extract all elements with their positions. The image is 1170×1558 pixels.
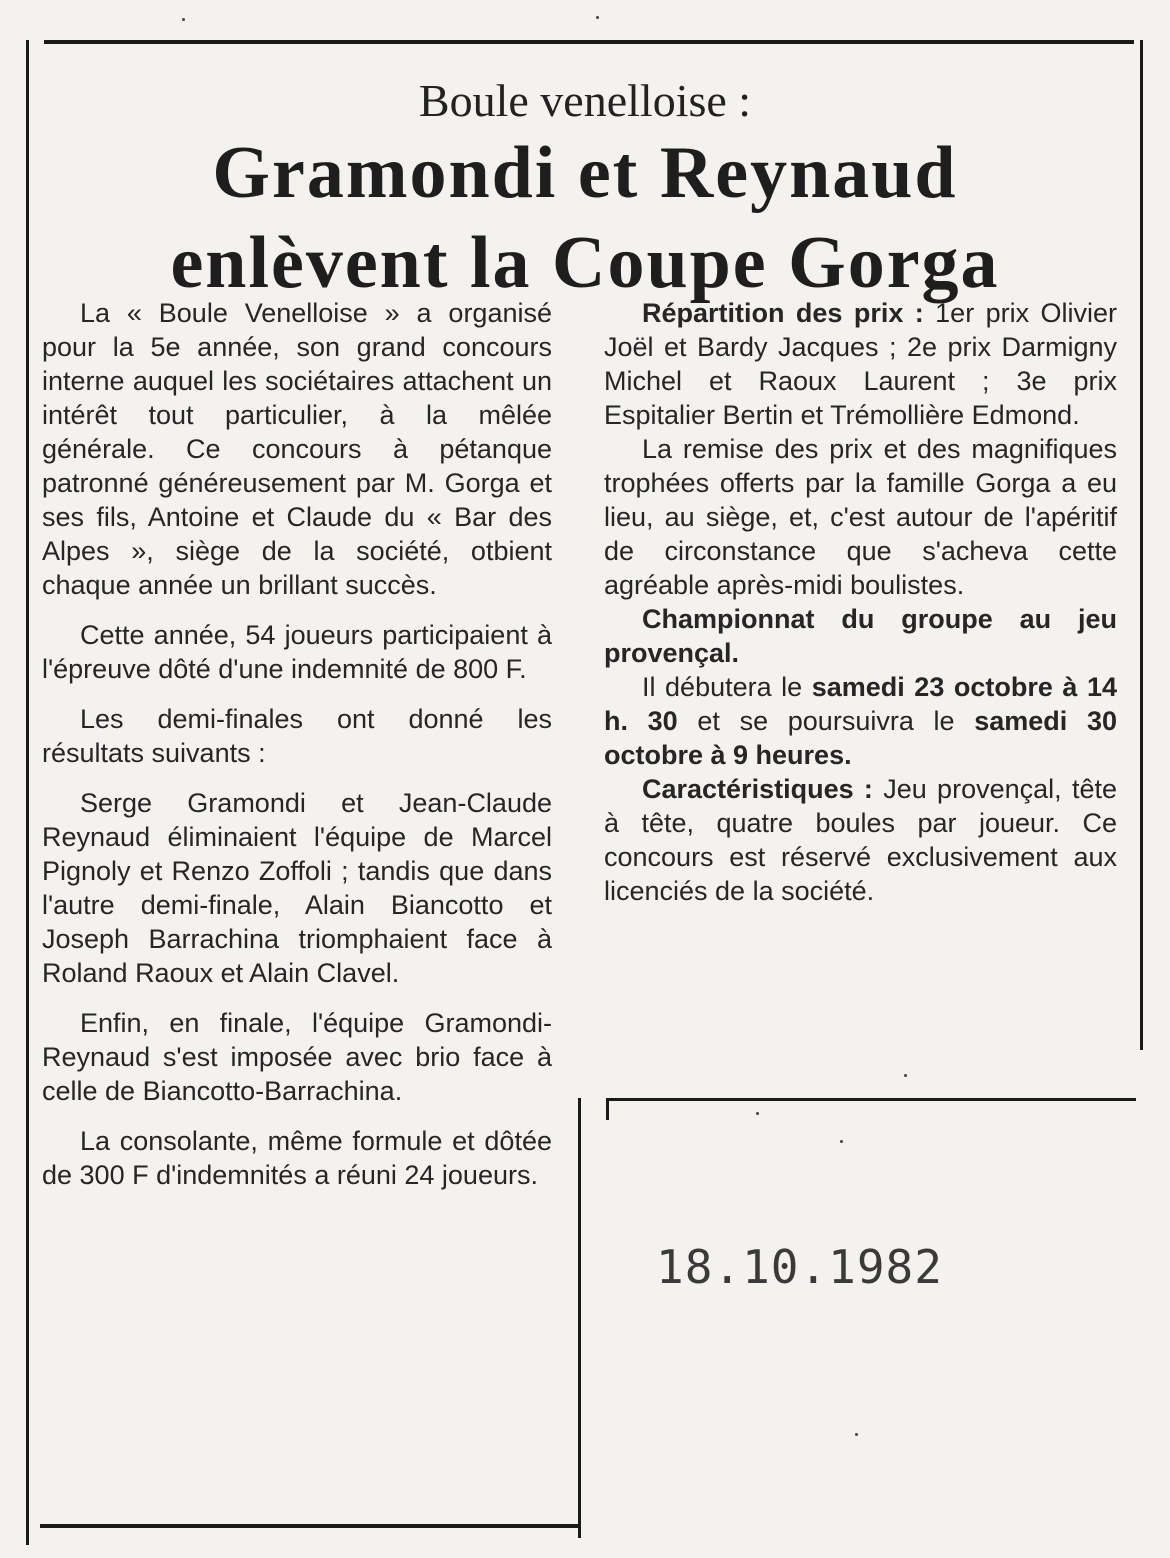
print-speck xyxy=(904,1074,907,1077)
headline-line-2: enlèvent la Coupe Gorga xyxy=(170,222,1000,304)
characteristics-label: Caractéristiques : xyxy=(642,774,873,804)
prizes-text: 1er prix Olivier Joël et Bardy Jacques ; 2e prix Darmigny Michel et Raoux Laurent ; 3e prix Espitalier Bertin et Trémollière Edmond. xyxy=(604,298,1117,430)
schedule-text-1: Il débutera le xyxy=(642,672,803,702)
semifinals-intro-paragraph: Les demi-finales ont donné les résultats suivants : xyxy=(42,704,552,768)
stamp-box-tick xyxy=(606,1098,609,1120)
bottom-rule xyxy=(40,1524,580,1528)
article-kicker: Boule venelloise : xyxy=(418,75,752,126)
schedule-paragraph xyxy=(604,670,1117,772)
participants-paragraph: Cette année, 54 joueurs participaient à l'épreuve dôté d'une indemnité de 800 F. xyxy=(42,620,552,684)
stamp-box-top xyxy=(606,1098,1136,1101)
top-rule xyxy=(44,40,1134,44)
print-speck xyxy=(596,16,599,19)
left-column xyxy=(42,296,552,1192)
headline-line-1: Gramondi et Reynaud xyxy=(212,132,958,214)
print-speck xyxy=(855,1433,858,1436)
stamp-box-left xyxy=(578,1098,581,1538)
schedule-start-date: samedi 23 octobre à 14 h. 30 xyxy=(604,672,1117,736)
date-stamp: 18.10.1982 xyxy=(656,1240,943,1294)
consolante-paragraph: La consolante, même formule et dôtée de 300 F d'indemnités a réuni 24 joueurs. xyxy=(42,1126,552,1190)
article-headline xyxy=(30,128,1140,308)
prizes-label: Répartition des prix : xyxy=(642,298,924,328)
characteristics-text: Jeu provençal, tête à tête, quatre boules par joueur. Ce concours est réservé exclusivement aux licenciés de la société. xyxy=(604,774,1117,906)
final-paragraph: Enfin, en finale, l'équipe Gramondi-Reynaud s'est imposée avec brio face à celle de Biancotto-Barrachina. xyxy=(42,1008,552,1106)
right-column xyxy=(604,296,1117,908)
prizes-paragraph xyxy=(604,296,1117,432)
semifinals-results-paragraph: Serge Gramondi et Jean-Claude Reynaud éliminaient l'équipe de Marcel Pignoly et Renzo Zoffoli ; tandis que dans l'autre demi-finale, Alain Biancotto et Joseph Barrachina triomphaient face à Roland Raoux et Alain Clavel. xyxy=(42,788,552,988)
characteristics-paragraph xyxy=(604,772,1117,908)
left-rule xyxy=(26,40,29,1545)
schedule-continue-date: samedi 30 octobre à 9 heures. xyxy=(604,706,1117,770)
right-rule xyxy=(1140,40,1143,1050)
print-speck xyxy=(756,1112,759,1115)
championship-heading: Championnat du groupe au jeu provençal. xyxy=(604,604,1117,668)
intro-paragraph: La « Boule Venelloise » a organisé pour la 5e année, son grand concours interne auquel les sociétaires attachent un intérêt tout particulier, à la mêlée générale. Ce concours à pétanque patronné généreusement par M. Gorga et ses fils, Antoine et Claude du « Bar des Alpes », siège de la société, otbient chaque année un brillant succès. xyxy=(42,298,552,600)
print-speck xyxy=(182,18,185,21)
print-speck xyxy=(840,1140,843,1143)
ceremony-paragraph: La remise des prix et des magnifiques trophées offerts par la famille Gorga a eu lieu, au siège, et, c'est autour de l'apéritif de circonstance que s'acheva cette agréable après-midi boulistes. xyxy=(604,434,1117,600)
schedule-text-2: et se poursuivra le xyxy=(697,706,955,736)
